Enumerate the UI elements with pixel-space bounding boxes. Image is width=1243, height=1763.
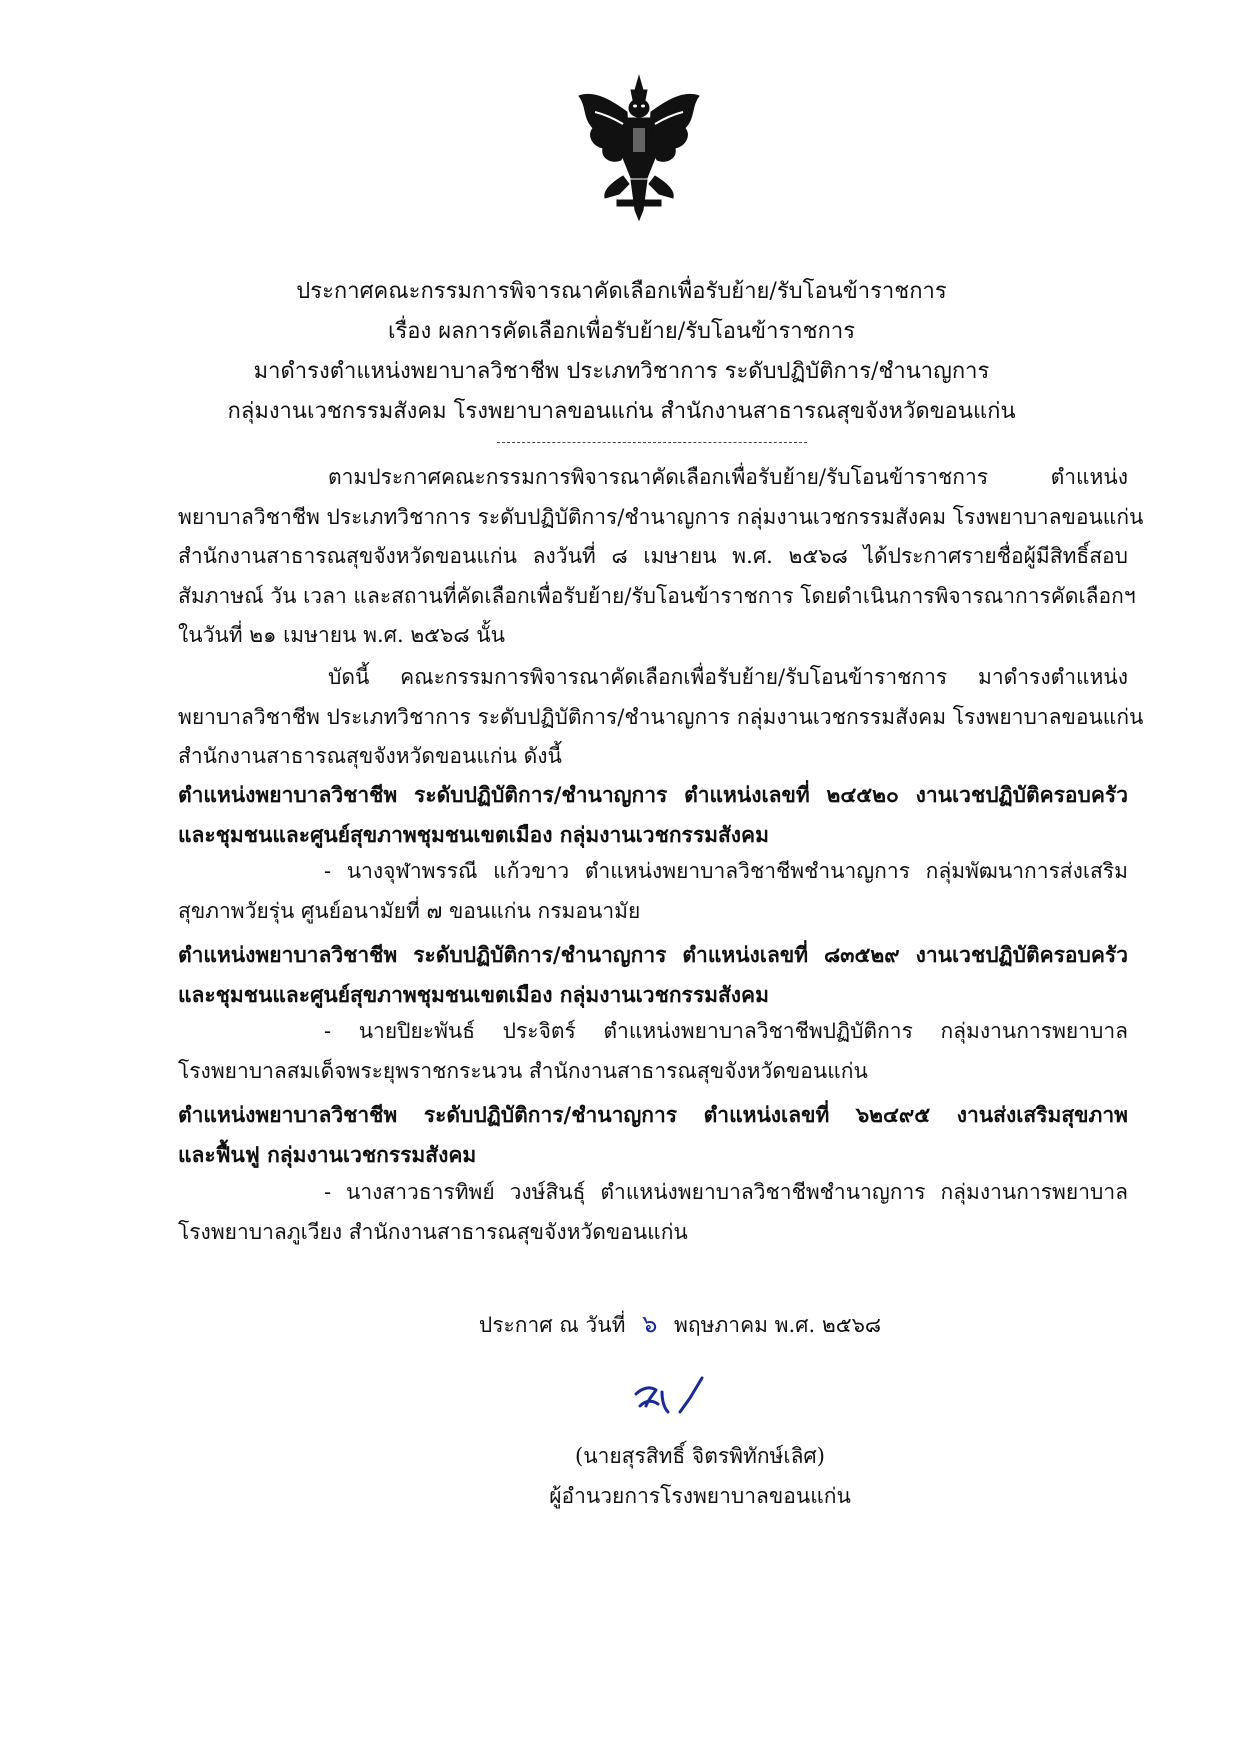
announcement-date [380,1305,980,1346]
position-title-line: ตำแหน่งพยาบาลวิชาชีพ ระดับปฏิบัติการ/ชำนาญการ ตำแหน่งเลขที่ ๘๓๕๒๙ งานเวชปฏิบัติครอบครัว [178,942,1128,967]
title-line: มาดำรงตำแหน่งพยาบาลวิชาชีพ ประเภทวิชาการ ระดับปฏิบัติการ/ชำนาญการ [253,359,990,384]
position-heading [178,935,1128,1014]
selected-person [178,1173,1128,1252]
person-line: โรงพยาบาลสมเด็จพระยุพราชกระนวน สำนักงานสาธารณสุขจังหวัดขอนแก่น [178,1058,868,1083]
position-title-line: และชุมชนและศูนย์สุขภาพชุมชนเขตเมือง กลุ่มงานเวชกรรมสังคม [178,821,769,847]
paragraph-line: พยาบาลวิชาชีพ ประเภทวิชาการ ระดับปฏิบัติการ/ชำนาญการ กลุ่มงานเวชกรรมสังคม โรงพยาบาลขอนแก่น [178,704,1144,729]
paragraph-line: ในวันที่ ๒๑ เมษายน พ.ศ. ๒๕๖๘ นั้น [178,623,505,647]
title-line: ประกาศคณะกรรมการพิจารณาคัดเลือกเพื่อรับย้าย/รับโอนข้าราชการ [296,279,947,304]
position-title-line: และฟื้นฟู กลุ่มงานเวชกรรมสังคม [178,1141,477,1167]
signature [630,1370,710,1422]
title-line: กลุ่มงานเวชกรรมสังคม โรงพยาบาลขอนแก่น สำนักงานสาธารณสุขจังหวัดขอนแก่น [227,399,1016,424]
paragraph-line: พยาบาลวิชาชีพ ประเภทวิชาการ ระดับปฏิบัติการ/ชำนาญการ กลุ่มงานเวชกรรมสังคม โรงพยาบาลขอนแก่น [178,504,1144,529]
announcement-title [150,272,1093,432]
date-suffix: พฤษภาคม พ.ศ. ๒๕๖๘ [674,1313,882,1337]
person-line: - นางจุฬาพรรณี แก้วขาว ตำแหน่งพยาบาลวิชาชีพชำนาญการ กลุ่มพัฒนาการส่งเสริม [324,859,1128,883]
handwritten-day: ๖ [642,1310,658,1338]
position-title-line: ตำแหน่งพยาบาลวิชาชีพ ระดับปฏิบัติการ/ชำนาญการ ตำแหน่งเลขที่ ๖๒๔๙๕ งานส่งเสริมสุขภาพ [178,1102,1128,1127]
person-line: - นางสาวธารทิพย์ วงษ์สินธุ์ ตำแหน่งพยาบาลวิชาชีพชำนาญการ กลุ่มงานการพยาบาล [324,1180,1128,1204]
position-heading [178,1095,1128,1174]
selected-person [178,852,1128,931]
paragraph-line: สำนักงานสาธารณสุขจังหวัดขอนแก่น ดังนี้ [178,744,562,768]
position-title-line: และชุมชนและศูนย์สุขภาพชุมชนเขตเมือง กลุ่มงานเวชกรรมสังคม [178,981,769,1007]
garuda-emblem [573,72,705,224]
position-title-line: ตำแหน่งพยาบาลวิชาชีพ ระดับปฏิบัติการ/ชำนาญการ ตำแหน่งเลขที่ ๒๔๕๒๐ งานเวชปฏิบัติครอบครัว [178,782,1128,807]
signer-block [400,1437,1000,1516]
paragraph-result-intro [178,658,1144,777]
person-line: สุขภาพวัยรุ่น ศูนย์อนามัยที่ ๗ ขอนแก่น กรมอนามัย [178,898,641,923]
person-line: - นายปิยะพันธ์ ประจิตร์ ตำแหน่งพยาบาลวิชาชีพปฏิบัติการ กลุ่มงานการพยาบาล [324,1019,1128,1043]
title-divider [497,442,807,443]
paragraph-line: สัมภาษณ์ วัน เวลา และสถานที่คัดเลือกเพื่อรับย้าย/รับโอนข้าราชการ โดยดำเนินการพิจารณาการคัดเลือกฯ [178,583,1136,608]
position-heading [178,775,1128,854]
paragraph-line: ตามประกาศคณะกรรมการพิจารณาคัดเลือกเพื่อรับย้าย/รับโอนข้าราชการ ตำแหน่ง [328,465,1128,489]
title-subject: เรื่อง ผลการคัดเลือกเพื่อรับย้าย/รับโอนข้าราชการ [387,319,856,344]
paragraph-reference [178,458,1144,656]
paragraph-line: บัดนี้ คณะกรรมการพิจารณาคัดเลือกเพื่อรับย้าย/รับโอนข้าราชการ มาดำรงตำแหน่ง [328,665,1128,689]
person-line: โรงพยาบาลภูเวียง สำนักงานสาธารณสุขจังหวัดขอนแก่น [178,1219,688,1244]
selected-person [178,1012,1128,1091]
date-prefix: ประกาศ ณ วันที่ [478,1313,626,1337]
paragraph-line: สำนักงานสาธารณสุขจังหวัดขอนแก่น ลงวันที่ ๘ เมษายน พ.ศ. ๒๕๖๘ ได้ประกาศรายชื่อผู้มีสิทธิ์สอบ [178,544,1128,568]
signer-name: (นายสุรสิทธิ์ จิตรพิทักษ์เลิศ) [575,1444,825,1468]
signer-position: ผู้อำนวยการโรงพยาบาลขอนแก่น [549,1483,851,1508]
